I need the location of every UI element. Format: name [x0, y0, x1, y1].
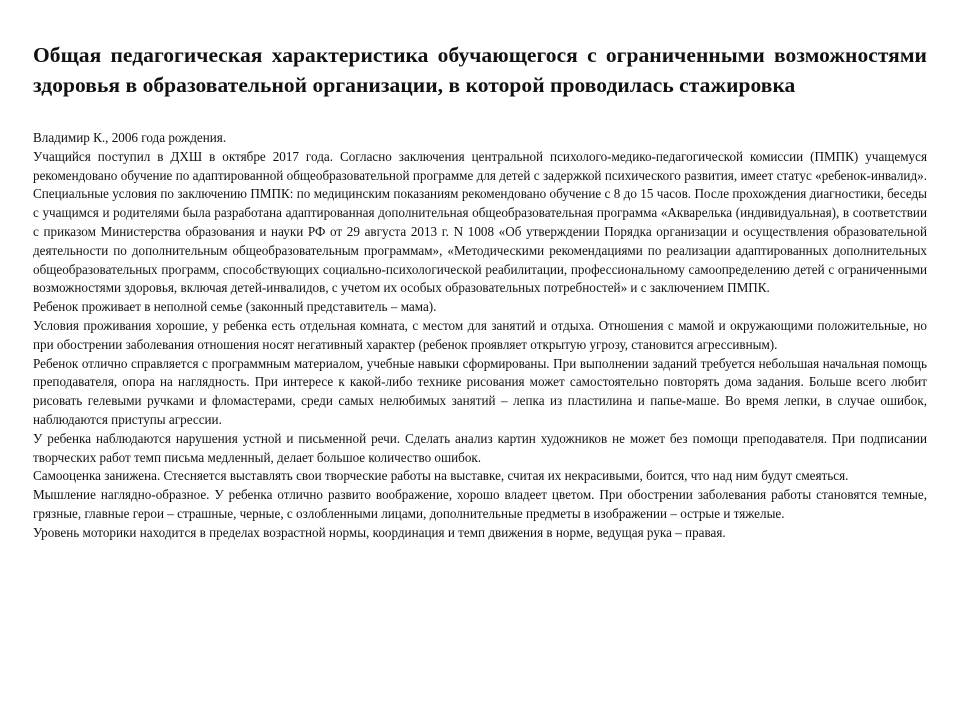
paragraph-motor-skills: Уровень моторики находится в пределах возрастной нормы, координация и темп движения в норме, ведущая рука – правая. [33, 524, 726, 540]
paragraph-speech: У ребенка наблюдаются нарушения устной и письменной речи. Сделать анализ картин художников не может без помощи преподавателя. При подписании творческих работ темп письма медленный, делает большое количество ошибок. [33, 430, 927, 465]
paragraph-birth-info: Владимир К., 2006 года рождения. [33, 130, 227, 145]
paragraph-thinking: Мышление наглядно-образное. У ребенка отлично развито воображение, хорошо владеет цветом. При обострении заболевания работы становятся темные, грязные, главные герои – страшные, черные, с озлобленными лицами, дополнительные предметы в изображении – острые и тяжелые. [33, 487, 927, 521]
paragraph-living-conditions: Условия проживания хорошие, у ребенка есть отдельная комната, с местом для занятий и отдыха. Отношения с мамой и окружающими положительные, но при обострении заболевания отношения носят негативный характер (ребенок проявляет открытую угрозу, становится агрессивным). [33, 317, 927, 352]
paragraph-self-esteem: Самооценка занижена. Стесняется выставлять свои творческие работы на выставке, считая их некрасивыми, боится, что над ним будут смеяться. [33, 468, 849, 484]
document-body [33, 129, 927, 543]
paragraph-admission-pmpk: Учащийся поступил в ДХШ в октябре 2017 года. Согласно заключения центральной психолого-медико-педагогической комиссии (ПМПК) учащемуся рекомендовано обучение по адаптированной общеобразовательной программе для детей с задержкой психического развития, имеет статус «ребенок-инвалид». Специальные условия по заключению ПМПК: по медицинским показаниям рекомендовано обучение с 8 до 15 часов. После прохождения диагностики, беседы с учащимся и родителями была разработана адаптированная дополнительная общеобразовательная программа «Акварелька (индивидуальная), в соответствии с приказом Министерства образования и науки РФ от 29 августа 2013 г. N 1008 «Об утверждении Порядка организации и осуществления образовательной деятельности по дополнительным общеобразовательным программам», «Методическими рекомендациями по реализации адаптированных дополнительных общеобразовательных программ, способствующих социально-психологической реабилитации, профессиональному самоопределению детей с ограниченными возможностями здоровья, включая детей-инвалидов, с учетом их особых образовательных потребностей» и с заключением ПМПК. [33, 148, 927, 296]
document-page [33, 40, 927, 710]
paragraph-learning-skills: Ребенок отлично справляется с программным материалом, учебные навыки сформированы. При выполнении заданий требуется небольшая начальная помощь преподавателя, опора на наглядность. При интересе к какой-либо технике рисования может самостоятельно повторять дома задания. Больше всего любит рисовать гелевыми ручками и фломастерами, среди самых нелюбимых занятий – лепка из пластилина и папье-маше. Во время лепки, в случае ошибок, наблюдаются приступы агрессии. [33, 355, 927, 427]
document-title: Общая педагогическая характеристика обучающегося с ограниченными возможностями здоровья в образовательной организации, в которой проводилась стажировка [33, 43, 927, 97]
paragraph-family: Ребенок проживает в неполной семье (законный представитель – мама). [33, 299, 437, 315]
